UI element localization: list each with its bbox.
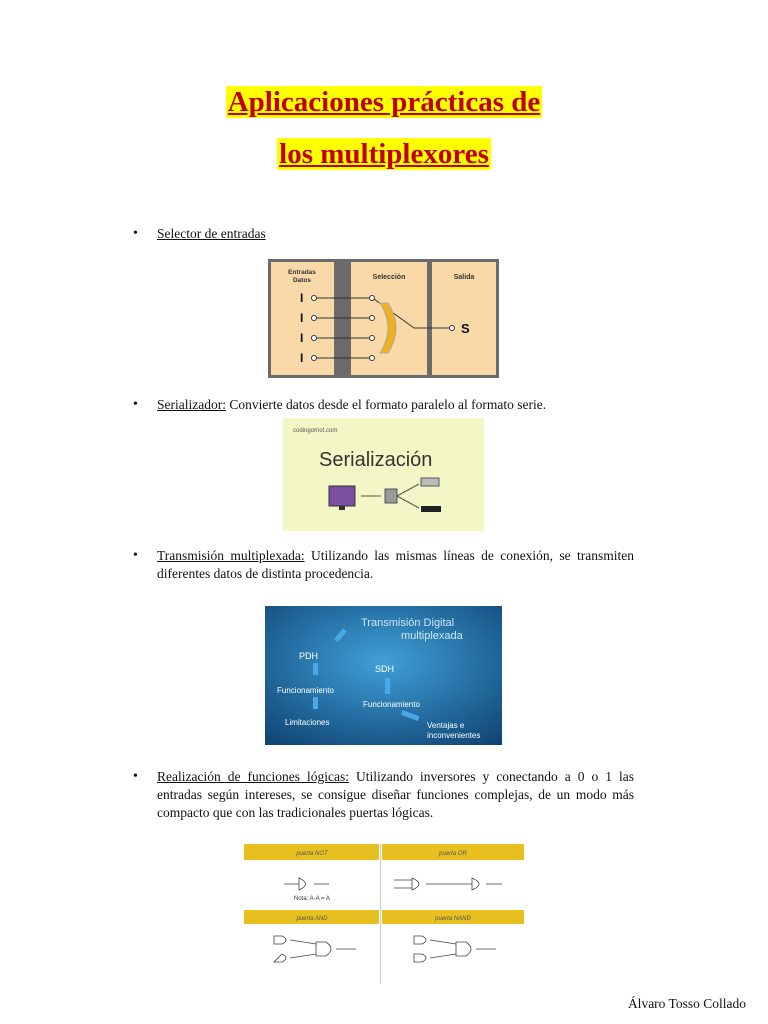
bullet-text: Utilizando inversores y conectando a 0 o 1 las entradas según intereses, se consigue diseñar funciones complejas, de un modo más compacto que con las tradicionales puertas lógicas. <box>157 769 634 820</box>
bullet-icon: • <box>133 226 138 241</box>
page-title-line-1 <box>0 86 768 119</box>
svg-text:Ventajas e: Ventajas e <box>427 721 465 730</box>
serialization-figure <box>283 418 484 531</box>
svg-text:inconvenientes: inconvenientes <box>427 731 481 740</box>
node-funcionamiento-2: Funcionamiento <box>363 700 420 709</box>
logic-gates-figure <box>244 844 524 984</box>
site-label: codingornot.com <box>293 428 338 434</box>
logic-note: Nota: A·A = A <box>294 896 330 902</box>
svg-text:Salida: Salida <box>453 274 475 281</box>
node-sdh: SDH <box>375 664 395 674</box>
node-limitaciones: Limitaciones <box>285 718 330 727</box>
title-text-2: los multiplexores <box>279 138 489 170</box>
svg-text:puerta NAND: puerta NAND <box>435 916 471 922</box>
svg-text:Transmisión Digital: Transmisión Digital <box>361 617 455 629</box>
serialization-heading: Serialización <box>319 449 433 471</box>
svg-text:puerta NOT: puerta NOT <box>296 851 328 857</box>
bullet-icon: • <box>133 548 138 563</box>
transmission-figure <box>265 606 502 745</box>
svg-text:Datos: Datos <box>292 277 312 284</box>
node-funcionamiento-1: Funcionamiento <box>277 686 334 695</box>
svg-text:I: I <box>300 351 304 365</box>
svg-text:I: I <box>300 331 304 345</box>
bullet-icon: • <box>133 397 138 412</box>
svg-text:multiplexada: multiplexada <box>401 630 463 642</box>
bullet-label: Serializador: <box>157 397 226 412</box>
bullet-label: Realización de funciones lógicas: <box>157 769 349 784</box>
svg-text:puerta OR: puerta OR <box>439 851 467 857</box>
svg-text:S: S <box>461 321 470 336</box>
svg-text:Entradas: Entradas <box>288 269 316 276</box>
author-footer: Álvaro Tosso Collado <box>627 996 746 1011</box>
title-text-1: Aplicaciones prácticas de <box>227 86 541 118</box>
svg-text:puerta AND: puerta AND <box>296 916 328 922</box>
bullet-label: Selector de entradas <box>157 226 266 241</box>
input-selector-figure <box>268 259 499 378</box>
svg-text:I: I <box>300 311 304 325</box>
svg-text:Selección: Selección <box>372 274 406 281</box>
bullet-text: Utilizando las mismas líneas de conexión, se transmiten diferentes datos de distinta procedencia. <box>157 548 634 581</box>
node-pdh: PDH <box>299 651 319 661</box>
page-title-line-2 <box>0 138 768 171</box>
svg-text:I: I <box>300 291 304 305</box>
bullet-icon: • <box>133 769 138 784</box>
bullet-text: Convierte datos desde el formato paralelo al formato serie. <box>225 397 547 412</box>
bullet-label: Transmisión multiplexada: <box>157 548 305 563</box>
